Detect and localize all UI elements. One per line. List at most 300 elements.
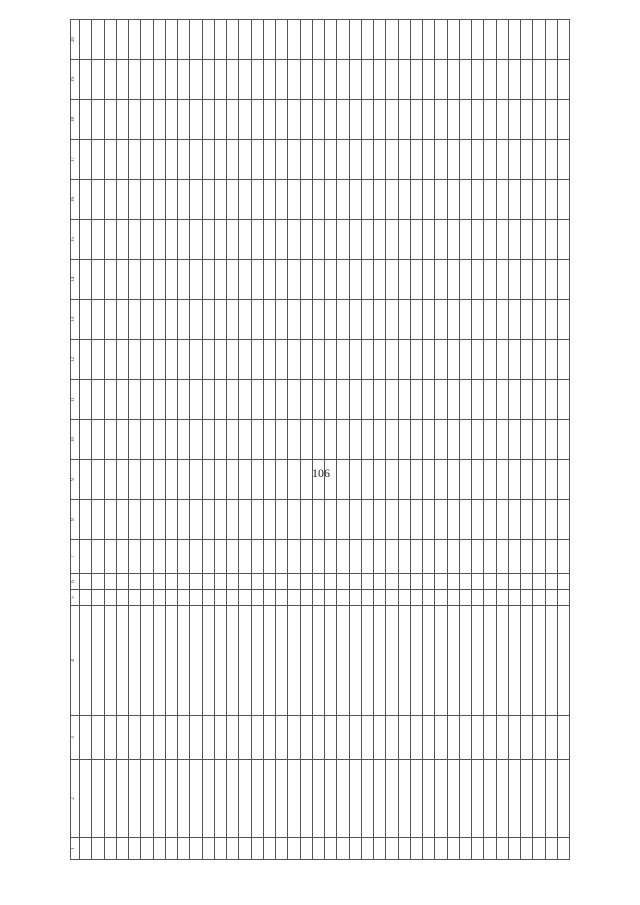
amount-cell [288,100,300,140]
amount-cell [459,380,471,420]
amount-cell [361,20,373,60]
row-number-cell [153,838,165,860]
amount-cell [410,460,422,500]
amount-cell [447,340,459,380]
executor-cell [263,716,275,760]
amount-cell [374,380,386,420]
amount-cell [190,380,202,420]
column-number: 17 [71,140,80,180]
target-article-cell [435,540,447,574]
amount-cell [165,60,177,100]
amount-cell [398,340,410,380]
funding-source-cell [337,606,349,716]
amount-cell [190,180,202,220]
amount-cell [141,260,153,300]
amount-cell [521,60,533,100]
table-row [227,20,239,860]
rzpr-code-cell [521,574,533,590]
amount-cell [288,340,300,380]
activity-name-cell [361,760,373,838]
amount-cell [141,140,153,180]
executor-cell [251,716,263,760]
amount-cell [92,20,104,60]
amount-cell [202,460,214,500]
amount-cell [141,460,153,500]
amount-cell [557,260,569,300]
amount-cell [349,60,361,100]
row-number-cell [202,838,214,860]
amount-cell [410,20,422,60]
column-number: 15 [71,220,80,260]
amount-cell [521,100,533,140]
target-article-cell [178,540,190,574]
amount-cell [227,420,239,460]
table-row [251,20,263,860]
amount-cell [337,460,349,500]
amount-cell [521,220,533,260]
amount-cell [80,380,92,420]
grbs-code-cell [165,590,177,606]
amount-cell [349,260,361,300]
amount-cell [129,340,141,380]
executor-cell [472,716,484,760]
table-row [447,20,459,860]
executor-cell [496,716,508,760]
amount-cell [398,20,410,60]
table-row [472,20,484,860]
row-number-cell [276,838,288,860]
amount-cell [508,100,520,140]
activity-name-cell [300,760,312,838]
table-row [214,20,226,860]
amount-cell [423,100,435,140]
amount-cell [557,420,569,460]
amount-cell [496,60,508,100]
amount-cell [165,300,177,340]
amount-cell [459,420,471,460]
funding-source-cell [80,606,92,716]
amount-cell [129,20,141,60]
funding-source-cell [214,606,226,716]
amount-cell [496,260,508,300]
amount-cell [202,60,214,100]
table-row [92,20,104,860]
amount-cell [349,180,361,220]
amount-cell [165,220,177,260]
row-number-cell [533,838,545,860]
funding-source-cell [116,606,128,716]
amount-cell [129,180,141,220]
amount-cell [533,380,545,420]
grbs-code-cell [288,590,300,606]
target-article-cell [337,540,349,574]
amount-cell [545,460,557,500]
amount-cell [227,500,239,540]
rzpr-code-cell [557,574,569,590]
amount-cell [472,460,484,500]
target-article-cell [374,540,386,574]
activity-name-cell [325,760,337,838]
activity-name-cell [484,760,496,838]
amount-cell [533,340,545,380]
amount-cell [288,60,300,100]
funding-source-cell [533,606,545,716]
amount-cell [116,100,128,140]
amount-cell [92,100,104,140]
executor-cell [398,716,410,760]
target-article-cell [521,540,533,574]
amount-cell [472,100,484,140]
amount-cell [239,220,251,260]
amount-cell [337,420,349,460]
amount-cell [386,260,398,300]
rzpr-code-cell [80,574,92,590]
table-row [202,20,214,860]
column-number: 1 [71,838,80,860]
amount-cell [398,420,410,460]
executor-cell [300,716,312,760]
table-row [410,20,422,860]
amount-cell [386,140,398,180]
amount-cell [435,500,447,540]
amount-cell [386,460,398,500]
amount-cell [484,300,496,340]
amount-cell [325,180,337,220]
amount-cell [361,380,373,420]
amount-cell [165,500,177,540]
executor-cell [288,716,300,760]
table-row [386,20,398,860]
amount-cell [263,500,275,540]
amount-cell [129,140,141,180]
amount-cell [557,60,569,100]
amount-cell [545,300,557,340]
amount-cell [80,300,92,340]
executor-cell [276,716,288,760]
amount-cell [496,500,508,540]
grbs-code-cell [214,590,226,606]
amount-cell [153,180,165,220]
amount-cell [533,140,545,180]
amount-cell [288,220,300,260]
column-number: 16 [71,180,80,220]
funding-source-cell [496,606,508,716]
amount-cell [508,500,520,540]
amount-cell [129,60,141,100]
table-row [153,20,165,860]
rzpr-code-cell [251,574,263,590]
amount-cell [178,340,190,380]
activity-name-cell [435,760,447,838]
amount-cell [251,100,263,140]
target-article-cell [472,540,484,574]
executor-cell [484,716,496,760]
funding-source-cell [312,606,324,716]
amount-cell [325,140,337,180]
table-row [312,20,324,860]
amount-cell [276,460,288,500]
row-number-cell [129,838,141,860]
amount-cell [276,340,288,380]
amount-cell [227,260,239,300]
amount-cell [153,380,165,420]
amount-cell [484,60,496,100]
target-article-cell [239,540,251,574]
amount-cell [116,420,128,460]
amount-cell [239,460,251,500]
rzpr-code-cell [361,574,373,590]
table-row [374,20,386,860]
amount-cell [508,180,520,220]
target-article-cell [202,540,214,574]
amount-cell [251,60,263,100]
amount-cell [263,260,275,300]
amount-cell [374,460,386,500]
amount-cell [496,180,508,220]
target-article-cell [398,540,410,574]
table-row [398,20,410,860]
amount-cell [410,380,422,420]
amount-cell [557,340,569,380]
grbs-code-cell [80,590,92,606]
amount-cell [104,180,116,220]
amount-cell [227,60,239,100]
amount-cell [104,380,116,420]
executor-cell [447,716,459,760]
amount-cell [80,100,92,140]
rzpr-code-cell [325,574,337,590]
amount-cell [472,140,484,180]
activity-name-cell [496,760,508,838]
amount-cell [116,300,128,340]
amount-cell [423,380,435,420]
amount-cell [349,20,361,60]
amount-cell [349,460,361,500]
target-article-cell [423,540,435,574]
table-row [80,20,92,860]
amount-cell [337,500,349,540]
column-number: 8 [71,500,80,540]
funding-source-cell [423,606,435,716]
amount-cell [349,300,361,340]
amount-cell [533,100,545,140]
executor-cell [141,716,153,760]
rzpr-code-cell [300,574,312,590]
column-number: 4 [71,606,80,716]
amount-cell [276,380,288,420]
amount-cell [557,300,569,340]
amount-cell [300,20,312,60]
amount-cell [153,420,165,460]
amount-cell [214,220,226,260]
amount-cell [410,340,422,380]
amount-cell [276,100,288,140]
amount-cell [398,100,410,140]
amount-cell [300,420,312,460]
amount-cell [374,300,386,340]
amount-cell [435,180,447,220]
funding-source-cell [153,606,165,716]
amount-cell [337,340,349,380]
amount-cell [435,380,447,420]
amount-cell [459,180,471,220]
amount-cell [129,300,141,340]
amount-cell [239,140,251,180]
amount-cell [276,20,288,60]
funding-source-cell [349,606,361,716]
amount-cell [325,340,337,380]
activity-name-cell [227,760,239,838]
activity-name-cell [521,760,533,838]
table-row [557,20,569,860]
amount-cell [361,340,373,380]
amount-cell [300,220,312,260]
amount-cell [202,20,214,60]
amount-cell [263,180,275,220]
amount-cell [374,260,386,300]
column-number: 14 [71,260,80,300]
amount-cell [165,460,177,500]
amount-cell [202,140,214,180]
amount-cell [557,180,569,220]
amount-cell [410,220,422,260]
amount-cell [337,180,349,220]
amount-cell [447,20,459,60]
rzpr-code-cell [263,574,275,590]
amount-cell [129,100,141,140]
amount-cell [508,460,520,500]
rzpr-code-cell [349,574,361,590]
amount-cell [300,500,312,540]
row-number-cell [312,838,324,860]
amount-cell [141,340,153,380]
amount-cell [410,180,422,220]
amount-cell [80,220,92,260]
amount-cell [423,300,435,340]
row-number-cell [398,838,410,860]
amount-cell [129,380,141,420]
amount-cell [374,500,386,540]
amount-cell [533,500,545,540]
amount-cell [459,500,471,540]
rzpr-code-cell [423,574,435,590]
amount-cell [545,20,557,60]
amount-cell [459,100,471,140]
amount-cell [239,300,251,340]
amount-cell [423,20,435,60]
amount-cell [92,60,104,100]
amount-cell [239,180,251,220]
amount-cell [435,300,447,340]
amount-cell [288,380,300,420]
rzpr-code-cell [178,574,190,590]
row-number-cell [263,838,275,860]
row-number-cell [325,838,337,860]
amount-cell [178,100,190,140]
amount-cell [92,220,104,260]
activity-name-cell [374,760,386,838]
rzpr-code-cell [533,574,545,590]
row-number-cell [484,838,496,860]
column-number: 20 [71,20,80,60]
amount-cell [459,140,471,180]
amount-cell [92,460,104,500]
amount-cell [410,500,422,540]
executor-cell [153,716,165,760]
executor-cell [557,716,569,760]
amount-cell [386,220,398,260]
amount-cell [435,100,447,140]
amount-cell [129,260,141,300]
funding-source-cell [239,606,251,716]
amount-cell [80,60,92,100]
funding-source-cell [472,606,484,716]
rotated-sheet [70,37,570,860]
amount-cell [312,60,324,100]
activity-name-cell [263,760,275,838]
rzpr-code-cell [276,574,288,590]
grbs-code-cell [92,590,104,606]
amount-cell [508,140,520,180]
amount-cell [361,260,373,300]
amount-cell [508,220,520,260]
rzpr-code-cell [288,574,300,590]
amount-cell [116,260,128,300]
rzpr-code-cell [472,574,484,590]
funding-source-cell [557,606,569,716]
executor-cell [423,716,435,760]
executor-cell [214,716,226,760]
amount-cell [508,420,520,460]
amount-cell [312,140,324,180]
activity-name-cell [472,760,484,838]
table-row [484,20,496,860]
table-body [80,20,570,860]
amount-cell [92,140,104,180]
amount-cell [508,60,520,100]
rzpr-code-cell [153,574,165,590]
target-article-cell [80,540,92,574]
grbs-code-cell [178,590,190,606]
target-article-cell [447,540,459,574]
table-row [435,20,447,860]
amount-cell [521,420,533,460]
funding-source-cell [190,606,202,716]
target-article-cell [214,540,226,574]
amount-cell [251,340,263,380]
amount-cell [300,300,312,340]
amount-cell [251,420,263,460]
target-article-cell [557,540,569,574]
activity-name-cell [557,760,569,838]
executor-cell [165,716,177,760]
amount-cell [263,340,275,380]
executor-cell [361,716,373,760]
amount-cell [104,100,116,140]
amount-cell [116,460,128,500]
activity-name-cell [533,760,545,838]
funding-source-cell [165,606,177,716]
funding-source-cell [178,606,190,716]
grbs-code-cell [190,590,202,606]
amount-cell [153,20,165,60]
target-article-cell [116,540,128,574]
amount-cell [214,460,226,500]
amount-cell [92,380,104,420]
amount-cell [165,380,177,420]
amount-cell [263,60,275,100]
amount-cell [545,260,557,300]
